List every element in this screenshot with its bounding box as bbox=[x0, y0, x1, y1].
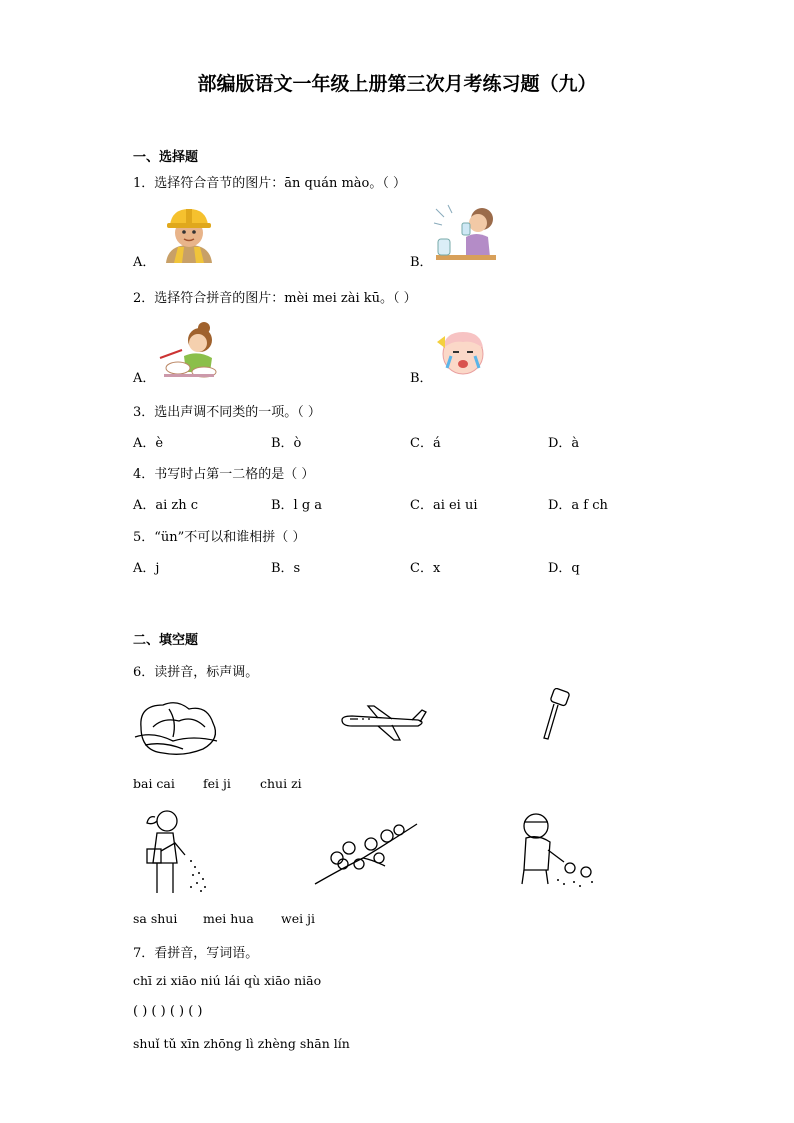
q3-option-b: B．ò bbox=[271, 436, 302, 451]
boy-feeding-chicks-image bbox=[518, 810, 602, 896]
q5-option-d: D．q bbox=[548, 561, 580, 576]
q3-option-d: D．à bbox=[548, 436, 580, 451]
worker-helmet-image bbox=[160, 205, 218, 269]
q4-option-c: C．ai ei ui bbox=[410, 498, 478, 513]
page-title: 部编版语文一年级上册第三次月考练习题（九） bbox=[197, 73, 597, 95]
q3-option-c: C．á bbox=[410, 436, 441, 451]
pinyin-meihua: mei hua bbox=[203, 911, 254, 926]
q4-option-b: B．l g a bbox=[271, 498, 323, 513]
q7-pinyin-row-2: shuǐ tǔ xīn zhōng lì zhèng shān lín bbox=[133, 1036, 350, 1051]
plum-blossom-image bbox=[313, 818, 419, 892]
cabbage-image bbox=[133, 697, 223, 763]
girl-crying-image bbox=[433, 328, 493, 382]
q5-option-a: A．j bbox=[133, 561, 160, 576]
question-7: 7．看拼音，写词语。 bbox=[133, 946, 259, 961]
question-5: 5．“ün”不可以和谁相拼（ ） bbox=[133, 530, 306, 545]
girl-drinking-image bbox=[432, 203, 498, 267]
q7-pinyin-row-1: chī zi xiāo niú lái qù xiāo niāo bbox=[133, 973, 322, 988]
pinyin-chuizi: chui zi bbox=[260, 776, 302, 791]
girl-eating-image bbox=[158, 320, 220, 384]
watering-girl-image bbox=[133, 805, 215, 901]
q5-option-b: B．s bbox=[271, 561, 301, 576]
pinyin-sashui: sa shui bbox=[133, 911, 178, 926]
question-6: 6．读拼音，标声调。 bbox=[133, 665, 259, 680]
q7-answer-blanks: ( ) ( ) ( ) ( ) bbox=[133, 1004, 203, 1019]
q2-option-b: B． bbox=[410, 371, 433, 386]
q4-option-d: D．a f ch bbox=[548, 498, 608, 513]
question-4: 4．书写时占第一二格的是（ ） bbox=[133, 467, 315, 482]
section-fill-heading: 二、填空题 bbox=[133, 633, 199, 648]
q3-option-a: A．è bbox=[133, 436, 164, 451]
pinyin-feiji: fei ji bbox=[203, 776, 231, 791]
question-1: 1．选择符合音节的图片：ān quán mào。（ ） bbox=[133, 176, 407, 191]
airplane-image bbox=[338, 704, 428, 748]
pinyin-weiji: wei ji bbox=[281, 911, 315, 926]
pinyin-baicai: bai cai bbox=[133, 776, 175, 791]
section-choice-heading: 一、选择题 bbox=[133, 150, 199, 165]
q4-option-a: A．ai zh c bbox=[133, 498, 199, 513]
q1-option-a: A． bbox=[133, 255, 156, 270]
hammer-image bbox=[538, 688, 578, 748]
q2-option-a: A． bbox=[133, 371, 156, 386]
q1-option-b: B． bbox=[410, 255, 433, 270]
question-3: 3．选出声调不同类的一项。（ ） bbox=[133, 405, 321, 420]
question-2: 2．选择符合拼音的图片：mèi mei zài kū。（ ） bbox=[133, 291, 417, 306]
q5-option-c: C．x bbox=[410, 561, 441, 576]
